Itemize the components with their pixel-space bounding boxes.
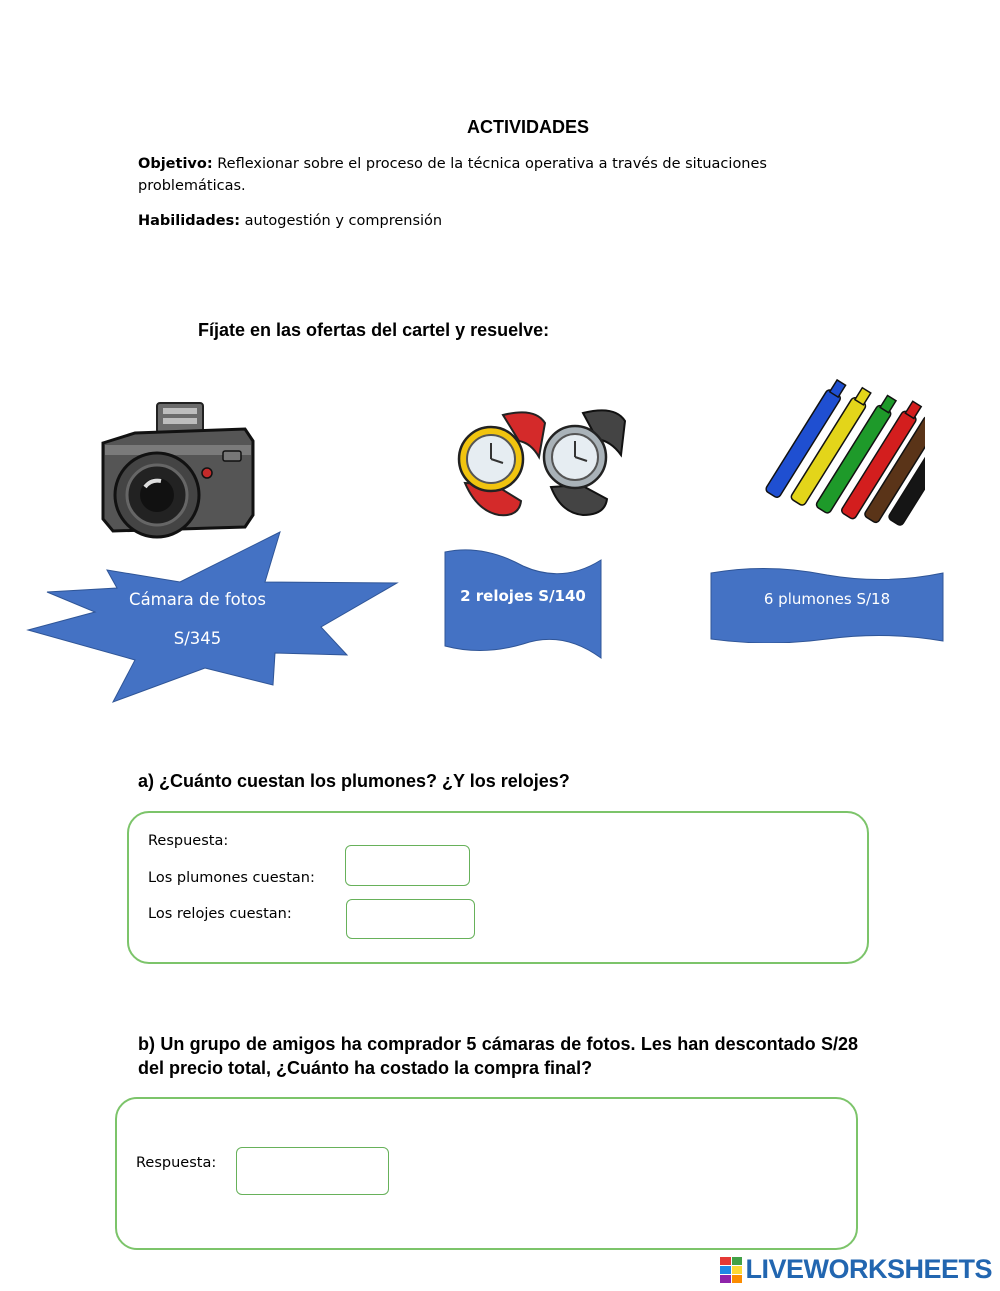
objective-text: Reflexionar sobre el proceso de la técnica operativa a través de situaciones problemáticas. (138, 156, 767, 194)
skills-text: autogestión y comprensión (244, 213, 443, 229)
answer-b-label: Respuesta: (136, 1155, 217, 1171)
instruction-heading: Fíjate en las ofertas del cartel y resuelve: (198, 320, 550, 340)
question-a: a) ¿Cuánto cuestan los plumones? ¿Y los relojes? (138, 771, 570, 791)
liveworksheets-logo-text: LIVEWORKSHEETS (745, 1254, 992, 1284)
skills (138, 210, 788, 232)
watches-cost-input[interactable] (346, 899, 475, 939)
answer-a-label: Respuesta: (148, 833, 229, 849)
camera-offer-name: Cámara de fotos (129, 590, 266, 609)
answer-box-b (115, 1097, 858, 1250)
markers-icon (755, 355, 925, 535)
camera-offer-price: S/345 (173, 629, 222, 648)
markers-cost-label: Los plumones cuestan: (148, 870, 315, 886)
final-cost-input[interactable] (236, 1147, 389, 1195)
liveworksheets-logo (720, 1254, 992, 1285)
objective-label: Objetivo: (138, 156, 213, 172)
answer-box-a (127, 811, 869, 964)
markers-cost-input[interactable] (345, 845, 470, 886)
watches-offer-label: 2 relojes S/140 (460, 587, 586, 605)
watches-cost-label: Los relojes cuestan: (148, 906, 292, 922)
markers-offer-label: 6 plumones S/18 (763, 590, 891, 608)
camera-offer-burst (25, 530, 400, 705)
question-b: b) Un grupo de amigos ha comprador 5 cámaras de fotos. Les han descontado S/28 del precio total, ¿Cuánto ha costado la compra final? (138, 1034, 858, 1078)
liveworksheets-logo-icon (720, 1257, 742, 1283)
camera-icon (95, 395, 265, 545)
watches-icon (455, 405, 635, 525)
skills-label: Habilidades: (138, 213, 241, 229)
objective (138, 153, 788, 197)
page-title: ACTIVIDADES (466, 117, 589, 137)
